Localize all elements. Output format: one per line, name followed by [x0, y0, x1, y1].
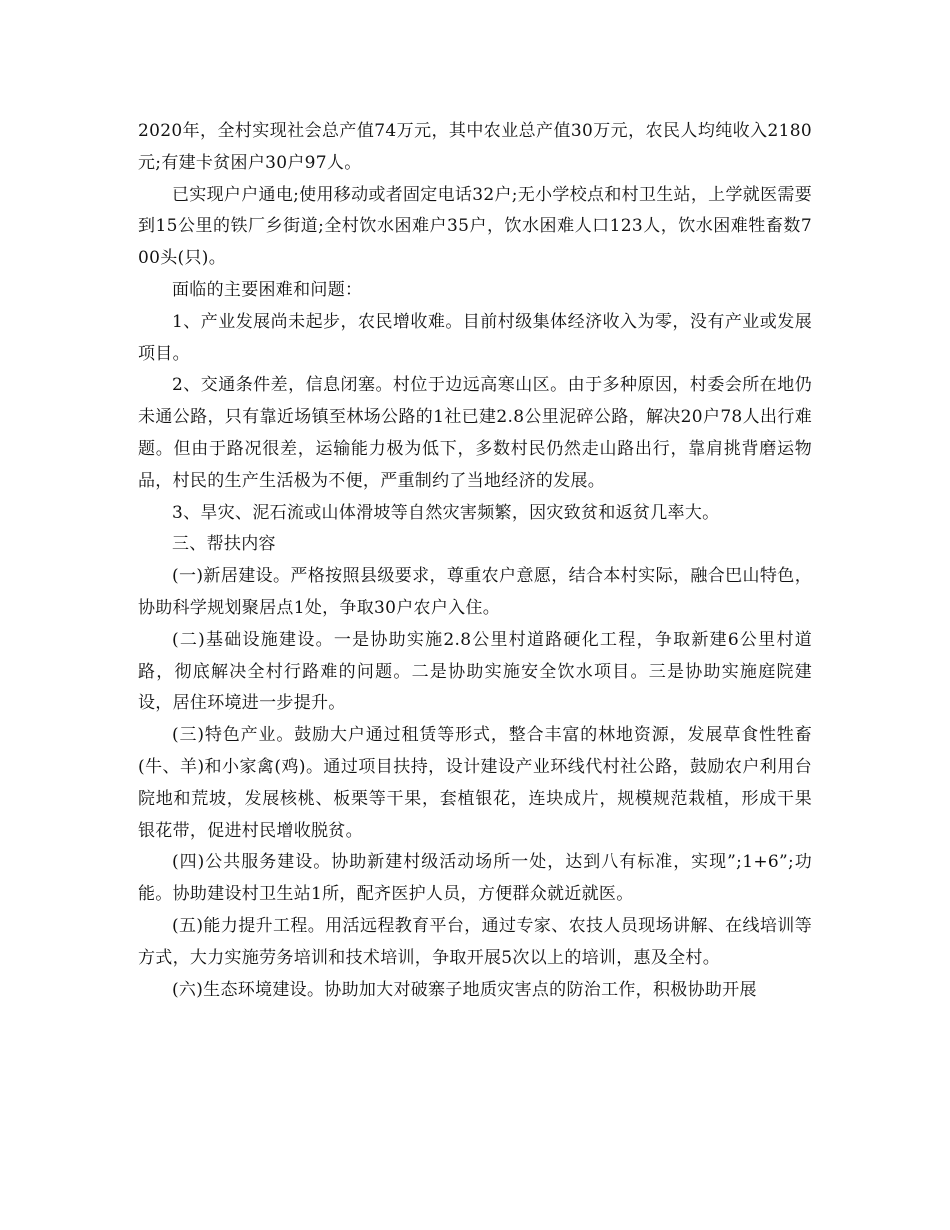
section-heading-assistance: 三、帮扶内容: [172, 534, 276, 555]
paragraph-item-5: (五)能力提升工程。用活远程教育平台，通过专家、农技人员现场讲解、在线培训等方式，大力实施劳务培训和技术培训，争取开展5次以上的培训，惠及全村。: [138, 915, 812, 968]
paragraph-stats: 2020年，全村实现社会总产值74万元，其中农业总产值30万元，农民人均纯收入2180元;有建卡贫困户30户97人。: [138, 121, 812, 173]
paragraph-item-4: (四)公共服务建设。协助新建村级活动场所一处，达到八有标准，实现”;1+6”;功能。协助建设村卫生站1所，配齐医护人员，方便群众就近就医。: [138, 852, 812, 905]
paragraph-difficulty-2: 2、交通条件差，信息闭塞。村位于边远高寒山区。由于多种原因，村委会所在地仍未通公路，只有靠近场镇至林场公路的1社已建2.8公里泥碎公路，解决20户78人出行难题。但由于路况很差，运输能力极为低下，多数村民仍然走山路出行，靠肩挑背磨运物品，村民的生产生活极为不便，严重制约了当地经济的发展。: [138, 375, 812, 491]
paragraph-difficulty-3: 3、旱灾、泥石流或山体滑坡等自然灾害频繁，因灾致贫和返贫几率大。: [172, 502, 720, 523]
paragraph-item-3: (三)特色产业。鼓励大户通过租赁等形式，整合丰富的林地资源，发展草食性牲畜(牛、羊)和小家禽(鸡)。通过项目扶持，设计建设产业环线代村社公路，鼓励农户利用台院地和荒坡，发展核桃、板栗等干果，套植银花，连块成片，规模规范栽植，形成干果银花带，促进村民增收脱贫。: [138, 725, 812, 841]
paragraph-difficulty-1: 1、产业发展尚未起步，农民增收难。目前村级集体经济收入为零，没有产业或发展项目。: [138, 311, 812, 364]
paragraph-difficulties-heading: 面临的主要困难和问题：: [172, 279, 363, 300]
document-body: [138, 116, 812, 1006]
paragraph-item-1: (一)新居建设。严格按照县级要求，尊重农户意愿，结合本村实际，融合巴山特色，协助科学规划聚居点1处，争取30户农户入住。: [138, 566, 812, 618]
paragraph-item-2: (二)基础设施建设。一是协助实施2.8公里村道路硬化工程，争取新建6公里村道路，彻底解决全村行路难的问题。二是协助实施安全饮水项目。三是协助实施庭院建设，居住环境进一步提升。: [138, 629, 812, 714]
paragraph-item-6: (六)生态环境建设。协助加大对破寨子地质灾害点的防治工作，积极协助开展: [172, 979, 757, 1000]
paragraph-infrastructure-status: 已实现户户通电;使用移动或者固定电话32户;无小学校点和村卫生站，上学就医需要到15公里的铁厂乡街道;全村饮水困难户35户，饮水困难人口123人，饮水困难牲畜数700头(只)。: [138, 184, 812, 269]
